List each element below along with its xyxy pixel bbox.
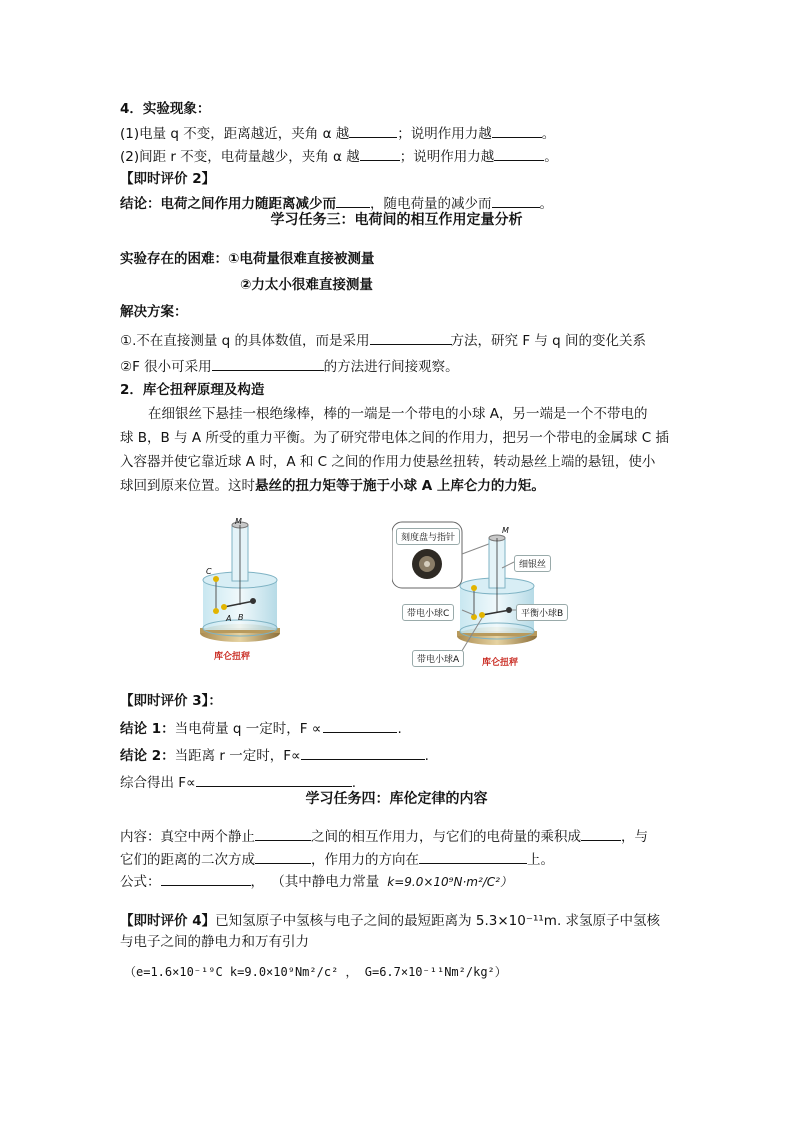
blank[interactable] [212,356,324,371]
eval4-line-2: 与电子之间的静电力和万有引力 [120,934,309,950]
content-line-1 [120,826,648,846]
conclusion-3-text: 综合得出 F∝ [120,775,196,791]
section2-para-1: 在细银丝下悬挂一根绝缘棒，棒的一端是一个带电的小球 A，另一端是一个不带电的 [148,406,648,422]
blank[interactable] [494,146,544,161]
observation-line-1 [120,123,555,143]
conclusion-2-label: 结论 2： [120,748,175,764]
blank[interactable] [492,193,540,208]
callout-silver-wire: 细银丝 [514,555,551,572]
content-1-end: ，与 [621,829,648,845]
difficulty-item-2: ②力太小很难直接测量 [240,277,373,293]
conclusion-2-text: 当距离 r 一定时，F∝ [174,748,301,764]
task3-title: 学习任务三：电荷间的相互作用定量分析 [270,212,523,228]
blank[interactable] [492,123,542,138]
eval2-text-b: ，随电荷量的减少而 [370,196,492,212]
eval3-conclusion-2 [120,745,429,765]
blank[interactable] [419,849,527,864]
eval2-text-a: 结论：电荷之间作用力随距离减少而 [120,196,336,212]
formula-constant-label: （其中静电力常量 [278,874,380,890]
blank[interactable] [581,826,621,841]
formula-constant-value: k=9.0×10⁹N·m²/C²） [387,875,512,889]
callout-charged-ball-a: 带电小球A [412,650,464,667]
eval4-question-1: 已知氢原子中氢核与电子之间的最短距离为 5.3×10⁻¹¹m. 求氢原子中氢核 [215,913,661,929]
content-2-end: 上。 [527,852,554,868]
eval3-conclusion-3 [120,772,356,792]
solution-1-text-b: 方法，研究 F 与 q 间的变化关系 [450,333,647,349]
observation-1-end: 。 [541,126,556,142]
difficulty-label: 实验存在的困难： [120,251,228,267]
callout-charged-ball-c: 带电小球C [402,604,454,621]
blank[interactable] [255,826,311,841]
section2-para-4a: 球回到原来位置。这时 [120,478,255,494]
blank[interactable] [255,849,311,864]
label-M-right: M [502,526,509,535]
observation-heading: 4．实验现象： [120,101,211,117]
eval4-line-1 [120,912,660,930]
blank[interactable] [370,330,452,345]
blank[interactable] [301,745,425,760]
solution-1-text: ①.不在直接测量 q 的具体数值，而是采用 [120,333,370,349]
task4-title: 学习任务四：库伦定律的内容 [305,791,488,807]
content-2-text-b: ，作用力的方向在 [311,852,419,868]
callout-balance-ball-b: 平衡小球B [516,604,568,621]
difficulty-item-1: ①电荷量很难直接被测量 [228,251,375,267]
observation-1-text: (1)电量 q 不变，距离越近，夹角 α 越 [120,126,350,142]
conclusion-1-text: 当电荷量 q 一定时，F ∝ [174,721,322,737]
formula-line [120,871,512,891]
eval2-label: 【即时评价 2】 [120,171,216,187]
content-1-text: 内容：真空中两个静止 [120,829,255,845]
section2-para-4b: 悬丝的扭力矩等于施于小球 A 上库仑力的力矩。 [255,478,545,494]
conclusion-1-end: . [397,721,402,737]
observation-1-text-b: ；说明作用力越 [397,126,492,142]
torsion-balance-figure-right [392,518,592,668]
blank[interactable] [360,146,400,161]
section2-para-2: 球 B，B 与 A 所受的重力平衡。为了研究带电体之间的作用力，把另一个带电的金属球 C 插 [120,430,669,446]
section2-para-4 [120,477,545,495]
conclusion-3-end: . [351,775,356,791]
label-B: B [238,613,244,622]
eval4-constants: （e=1.6×10⁻¹⁹C k=9.0×10⁹Nm²/c² ， G=6.7×10⁻¹¹Nm²/kg²） [124,965,507,979]
eval2-end: 。 [539,196,553,212]
solution-line-1 [120,330,646,350]
formula-comma: ， [250,874,264,890]
eval4-label: 【即时评价 4】 [120,913,216,929]
callout-dial: 刻度盘与指针 [396,528,460,545]
blank[interactable] [336,193,370,208]
blank[interactable] [323,718,397,733]
section2-para-3: 入容器并使它靠近球 A 时，A 和 C 之间的作用力使悬丝扭转，转动悬丝上端的悬钮，使小 [120,454,656,470]
blank[interactable] [161,871,251,886]
observation-2-text: (2)间距 r 不变，电荷量越少，夹角 α 越 [120,149,360,165]
conclusion-2-end: . [424,748,429,764]
figure-right-caption: 库仑扭秤 [482,658,519,668]
blank[interactable] [349,123,397,138]
eval2-conclusion [120,193,553,213]
torsion-balance-drawing [190,515,290,665]
solution-2-text: ②F 很小可采用 [120,359,212,375]
section2-heading: 2．库仑扭秤原理及构造 [120,382,265,398]
solution-label: 解决方案： [120,304,188,320]
difficulty-line-1 [120,250,374,268]
content-2-text: 它们的距离的二次方成 [120,852,255,868]
torsion-balance-figure-left [190,515,290,665]
eval3-conclusion-1 [120,718,402,738]
conclusion-1-label: 结论 1： [120,721,175,737]
content-1-text-b: 之间的相互作用力，与它们的电荷量的乘积成 [311,829,581,845]
label-C: C [206,567,212,576]
content-line-2 [120,849,554,869]
solution-2-text-b: 的方法进行间接观察。 [323,359,459,375]
blank[interactable] [196,772,352,787]
eval3-label: 【即时评价 3】： [120,693,222,709]
figure-left-caption: 库仑扭秤 [214,652,251,662]
label-M: M [235,517,242,526]
formula-label: 公式： [120,874,161,890]
label-A: A [226,614,232,623]
solution-line-2 [120,356,459,376]
observation-2-text-b: ；说明作用力越 [399,149,495,165]
observation-2-end: 。 [544,149,558,165]
observation-line-2 [120,146,558,166]
